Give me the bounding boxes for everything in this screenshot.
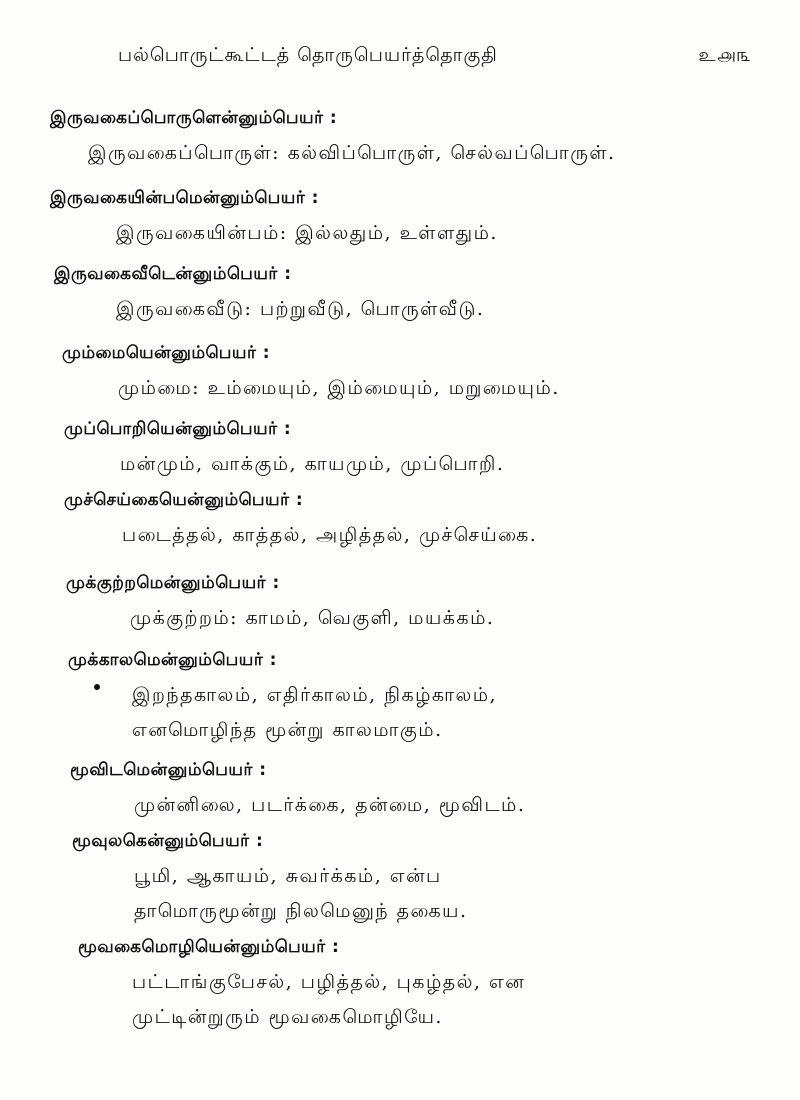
entry-line: இருவகையின்பம்: இல்லதும், உள்ளதும். [116,222,498,244]
entry-moovagai-mozhi [78,937,525,1031]
entry-moovidam [70,760,525,819]
entry-heading: முப்பொறியென்னும்பெயர் : [64,419,292,439]
entry-line: முன்னிலை, படர்க்கை, தன்மை, மூவிடம். [134,794,526,816]
entry-heading: மூவிடமென்னும்பெயர் : [70,760,267,780]
page-number: உ௮௩ [698,44,752,66]
entry-heading: முக்காலமென்னும்பெயர் : [68,650,277,670]
entry-line: தாமொருமூன்று நிலமெனுந் தகைய. [134,900,468,922]
ink-dot-mark [94,684,100,690]
entry-line: இருவகைவீடு: பற்றுவீடு, பொருள்வீடு. [116,298,485,320]
entry-mukkuttram [66,573,494,632]
entry-heading: மூவகைமொழியென்னும்பெயர் : [78,937,340,957]
entry-line: பட்டாங்குபேசல், பழித்தல், புகழ்தல், என [132,971,526,993]
entry-line: இருவகைப்பொருள்: கல்விப்பொருள், செல்வப்பொருள். [88,142,616,164]
entry-line: மன்மும், வாக்கும், காயமும், முப்பொறி. [120,453,505,475]
entry-iruvagai-inbam [50,188,498,247]
running-title: பல்பொருட்கூட்டத் தொருபெயர்த்தொகுதி [118,44,498,66]
entry-heading: இருவகையின்பமென்னும்பெயர் : [50,188,319,208]
entry-line: முக்குற்றம்: காமம், வெகுளி, மயக்கம். [130,607,495,629]
entry-heading: இருவகைப்பொருளென்னும்பெயர் : [50,108,338,128]
entry-mukkaalam [68,650,497,744]
entry-heading: மும்மையென்னும்பெயர் : [62,343,271,363]
entry-line: இறந்தகாலம், எதிர்காலம், நிகழ்காலம், [132,684,498,706]
entry-line: படைத்தல், காத்தல், அழித்தல், முச்செய்கை. [122,524,538,546]
entry-heading: இருவகைவீடென்னும்பெயர் : [54,264,292,284]
page-header [118,44,758,69]
entry-muppori [64,419,504,478]
entry-line: எனமொழிந்த மூன்று காலமாகும். [132,719,443,741]
entry-heading: மூவுலகென்னும்பெயர் : [72,831,264,851]
entry-mummai [62,343,560,402]
entry-museykai [64,490,537,549]
entry-iruvagai-veedu [54,264,484,323]
entry-line: முட்டின்றுரும் மூவகைமொழியே. [132,1006,443,1028]
entry-moovulagu [72,831,468,925]
entry-iruvagai-porul [50,108,616,167]
entry-line: பூமி, ஆகாயம், சுவர்க்கம், என்ப [134,865,442,887]
entry-heading: முச்செய்கையென்னும்பெயர் : [64,490,304,510]
entry-heading: முக்குற்றமென்னும்பெயர் : [66,573,280,593]
entry-line: மும்மை: உம்மையும், இம்மையும், மறுமையும். [118,377,560,399]
